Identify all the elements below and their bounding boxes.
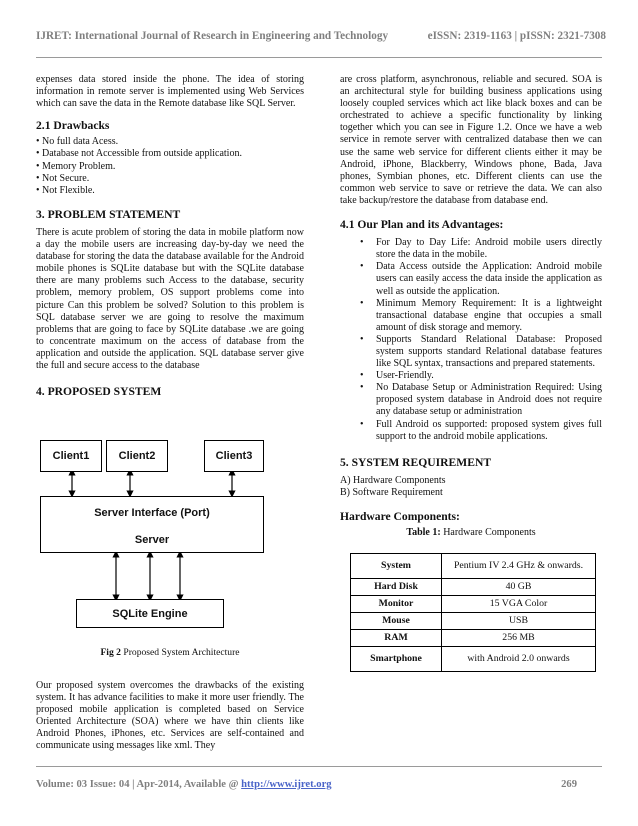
table-cell-value: with Android 2.0 onwards: [442, 647, 596, 672]
table-cell-key: Mouse: [351, 613, 442, 630]
list-item: • Not Flexible.: [36, 185, 304, 197]
figure-label: Fig 2: [100, 647, 121, 658]
footer-volume: [36, 779, 332, 790]
requirement-item-a: A) Hardware Components: [340, 474, 446, 486]
issn: eISSN: 2319-1163 | pISSN: 2321-7308: [427, 30, 606, 42]
client2-box: Client2: [106, 440, 168, 472]
table-cell-key: Monitor: [351, 596, 442, 613]
requirement-item-b: B) Software Requirement: [340, 486, 443, 498]
server-box: Server: [40, 527, 264, 553]
client3-box: Client3: [204, 440, 264, 472]
list-item: • Data Access outside the Application: Android mobile users can easily access the data inside the application as well as outside the application.: [340, 261, 602, 297]
advantages-list: [340, 237, 602, 443]
drawbacks-list: [36, 136, 304, 196]
right-intro-paragraph: are cross platform, asynchronous, reliable and secured. SOA is an architectural style for building business applications using loosely coupled services which act like black boxes and can be orchestrated to achieve a specific functionality by linking together which you can see in Figure 1.2. Once we have a web service in remote server with centralized database then we can use the same web service for different clients either it may be Android, iPhone, Blackberry, Windows phone, Bada, Java phones, Symbian phones, etc. Different clients can use the common web service to save or retrieve the data. We can also take backup/restore the database from database end.: [340, 74, 602, 206]
figure-caption: [36, 647, 304, 658]
list-item: • Full Android os supported: proposed system gives full support to the android mobile applications.: [340, 419, 602, 443]
figure-caption-text: Proposed System Architecture: [123, 647, 240, 658]
requirement-heading: 5. SYSTEM REQUIREMENT: [340, 455, 492, 469]
left-column: [36, 74, 304, 398]
table-cell-value: 40 GB: [442, 579, 596, 596]
journal-link[interactable]: http://www.ijret.org: [241, 779, 332, 790]
table-cell-key: RAM: [351, 630, 442, 647]
left-intro-paragraph: expenses data stored inside the phone. The idea of storing information in remote server is implemented using Web Services which can save the data in the Remote database like SQL Server.: [36, 74, 304, 110]
table-row: [351, 579, 596, 596]
table-cell-value: 256 MB: [442, 630, 596, 647]
list-item: • No full data Acess.: [36, 136, 304, 148]
table-row: [351, 613, 596, 630]
problem-heading: 3. PROBLEM STATEMENT: [36, 207, 181, 221]
list-item: • Not Secure.: [36, 173, 304, 185]
list-item: • No Database Setup or Administration Required: Using proposed system database in Android does not require any database setup or administration: [340, 382, 602, 418]
right-column: [340, 74, 602, 672]
hardware-table: [350, 553, 596, 672]
table-row: [351, 630, 596, 647]
left-column-bottom: [36, 680, 304, 753]
table-caption: [340, 527, 602, 539]
journal-title: IJRET: International Journal of Research in Engineering and Technology: [36, 30, 389, 42]
table-row: [351, 554, 596, 579]
list-item: • Memory Problem.: [36, 161, 304, 173]
page-number: 269: [561, 779, 577, 790]
drawbacks-heading: 2.1 Drawbacks: [36, 119, 110, 133]
table-cell-value: 15 VGA Color: [442, 596, 596, 613]
proposed-heading: 4. PROPOSED SYSTEM: [36, 385, 162, 399]
table-row: [351, 647, 596, 672]
hardware-heading: Hardware Components:: [340, 510, 460, 523]
server-interface-box: Server Interface (Port): [40, 496, 264, 529]
footer-volume-text: Volume: 03 Issue: 04 | Apr-2014, Available @: [36, 779, 242, 790]
list-item: • Database not Accessible from outside application.: [36, 148, 304, 160]
architecture-diagram: [36, 432, 304, 632]
table-cell-key: Hard Disk: [351, 579, 442, 596]
client1-box: Client1: [40, 440, 102, 472]
footer-rule: [36, 766, 602, 767]
list-item: • For Day to Day Life: Android mobile users directly store the data in the mobile.: [340, 237, 602, 261]
table-cell-value: USB: [442, 613, 596, 630]
closing-paragraph: Our proposed system overcomes the drawbacks of the existing system. It has advance facilities to make it more user friendly. The proposed mobile application is completed based on Service Oriented Architecture (SOA) where we have thin clients like Android Phones, iPhones, etc. Services are self-contained and communicate using messages like xml. They: [36, 680, 304, 752]
table-row: [351, 596, 596, 613]
header-rule: [36, 57, 602, 58]
plan-heading: 4.1 Our Plan and its Advantages:: [340, 218, 504, 232]
table-label: Table 1:: [406, 527, 441, 539]
table-cell-key: Smartphone: [351, 647, 442, 672]
table-cell-value: Pentium IV 2.4 GHz & onwards.: [442, 554, 596, 579]
table-cell-key: System: [351, 554, 442, 579]
table-caption-text: Hardware Components: [443, 527, 536, 539]
sqlite-engine-box: SQLite Engine: [76, 599, 224, 628]
problem-paragraph: There is acute problem of storing the data in mobile platform now a day the mobile users are increasing day-by-day we need the database for storing the data the database available for the Android mobile phones is SQLite database but with the SQLite database there are many problems such Access to the database, security problem, memory problem, OS support problems come into picture Can this problem be solved? Solution to this problem is SQL database server we are going to resolve the maximum problems that are going to face by SQLite database .we are going to concentrate maximum on the access of database from the application and outside the application. SQL database server give the full and secure access to the database: [36, 226, 304, 371]
list-item: • User-Friendly.: [340, 370, 602, 382]
list-item: • Supports Standard Relational Database: Proposed system supports standard Relational database features like SQL syntax, transactions and prepared statements.: [340, 334, 602, 370]
list-item: • Minimum Memory Requirement: It is a lightweight transactional database engine that occupies a small amount of disk storage and memory.: [340, 298, 602, 334]
